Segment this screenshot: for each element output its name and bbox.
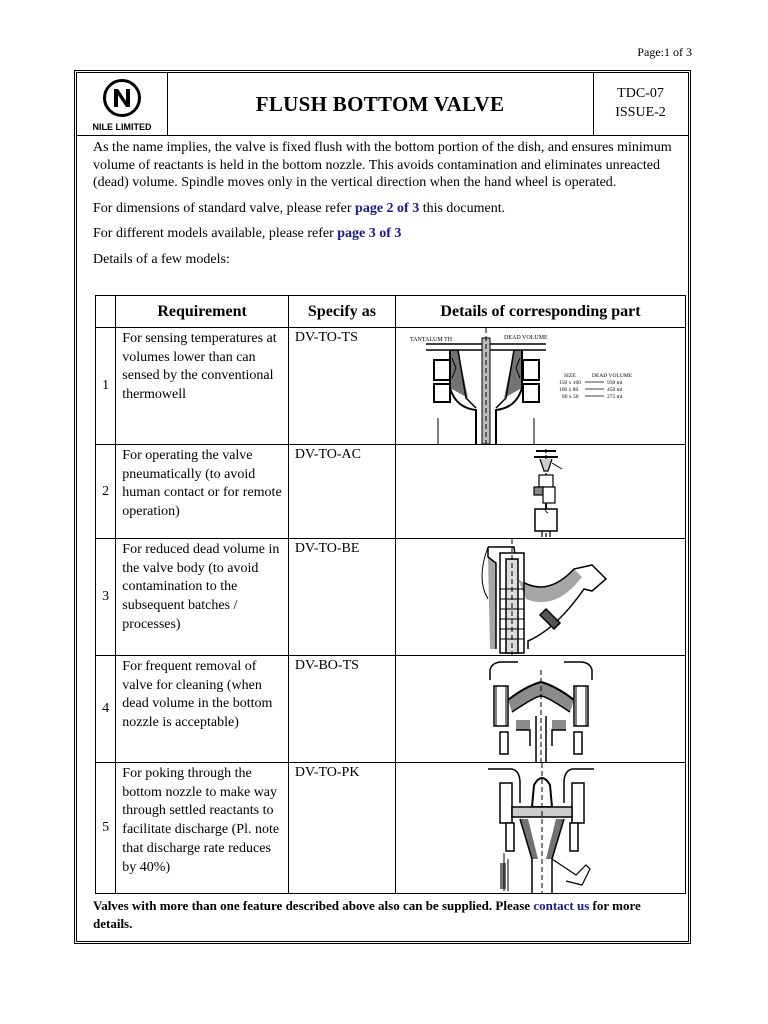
size-row-3: 80 x 50 (561, 394, 579, 400)
requirement-cell: For frequent removal of valve for cleaning (when dead volume in the bottom nozzle is acceptable) (116, 656, 289, 763)
dead-volume-heading: DEAD VOLUME (591, 373, 633, 379)
title-cell (167, 73, 594, 135)
row-number: 5 (96, 763, 116, 894)
volume-row-3: 275 ml (606, 394, 623, 400)
dimensions-suffix: this document. (419, 200, 506, 216)
models-table (95, 295, 686, 894)
row-number: 3 (96, 539, 116, 656)
company-name: NILE LIMITED (92, 122, 152, 132)
drawing-label-tantalum: TANTALUM TH (409, 337, 453, 343)
code-cell (593, 73, 688, 135)
drawing-cell (395, 445, 685, 539)
models-text: For different models available, please refer (93, 226, 338, 241)
dimensions-text: For dimensions of standard valve, please refer (93, 200, 356, 216)
table-header-row (96, 296, 686, 328)
requirement-cell: For poking through the bottom nozzle to make way through settled reactants to facilitate discharge (Pl. note that discharge rate reduces by 40%) (116, 763, 289, 894)
models-line (93, 225, 683, 243)
volume-row-1: 930 ml (606, 380, 623, 386)
requirement-cell: For reduced dead volume in the valve body (to avoid contamination to the subsequent batches / processes) (116, 539, 289, 656)
row-number: 1 (96, 328, 116, 445)
doc-code: TDC-07 (617, 86, 664, 101)
drawing-cell (395, 328, 685, 445)
requirement-cell: For operating the valve pneumatically (to avoid human contact or for remote operation) (116, 445, 289, 539)
footer-text-end: for more details. (93, 898, 641, 931)
pneumatic-actuator-drawing (396, 445, 685, 538)
header-requirement: Requirement (116, 296, 289, 328)
bottom-outlet-drawing (396, 656, 685, 762)
requirement-cell: For sensing temperatures at volumes lower than can sensed by the conventional thermowell (116, 328, 289, 445)
header-details: Details of corresponding part (395, 296, 685, 328)
specify-cell: DV-TO-BE (288, 539, 395, 656)
table-row (96, 328, 686, 445)
specify-cell: DV-BO-TS (288, 656, 395, 763)
contact-us-link[interactable]: contact us (533, 898, 590, 913)
drawing-label-dead-volume: DEAD VOLUME (503, 335, 548, 341)
document-title: FLUSH BOTTOM VALVE (255, 91, 505, 116)
volume-row-2: 450 ml (606, 387, 623, 393)
intro-paragraph: As the name implies, the valve is fixed flush with the bottom portion of the dish, and ensures minimum volume of reactants is held in the bottom nozzle. This avoids contamination and eliminates unreacted (dead) volume. Spindle moves only in the vertical direction when the hand wheel is operated. (93, 140, 672, 190)
header-specify-as: Specify as (288, 296, 395, 328)
row-number: 2 (96, 445, 116, 539)
dimensions-line (93, 200, 683, 218)
poking-rod-drawing (396, 763, 685, 893)
size-row-1: 150 x 100 (558, 380, 581, 386)
document-header (77, 73, 688, 136)
intro-section (93, 139, 683, 276)
header-num (96, 296, 116, 328)
reduced-dead-volume-drawing (396, 539, 685, 655)
table-row (96, 539, 686, 656)
specify-cell: DV-TO-PK (288, 763, 395, 894)
row-number: 4 (96, 656, 116, 763)
page-2-link[interactable]: page 2 of 3 (355, 200, 420, 216)
footer-note (93, 897, 683, 933)
details-heading: Details of a few models: (93, 251, 230, 267)
document-frame (74, 70, 691, 944)
issue-number: ISSUE-2 (615, 105, 666, 120)
specify-cell: DV-TO-AC (288, 445, 395, 539)
footer-text: Valves with more than one feature described above also can be supplied. Please (93, 898, 534, 913)
drawing-cell (395, 763, 685, 894)
table-row (96, 656, 686, 763)
specify-cell: DV-TO-TS (288, 328, 395, 445)
page-3-link[interactable]: page 3 of 3 (337, 226, 402, 241)
logo-cell (77, 73, 168, 135)
drawing-cell (395, 539, 685, 656)
drawing-cell (395, 656, 685, 763)
table-row (96, 445, 686, 539)
nile-logo-icon (103, 79, 141, 117)
thermowell-valve-drawing (396, 328, 685, 444)
page-number: Page:1 of 3 (637, 45, 692, 59)
size-heading: SIZE (563, 373, 576, 379)
size-row-2: 100 x 80 (558, 387, 579, 393)
table-row (96, 763, 686, 894)
